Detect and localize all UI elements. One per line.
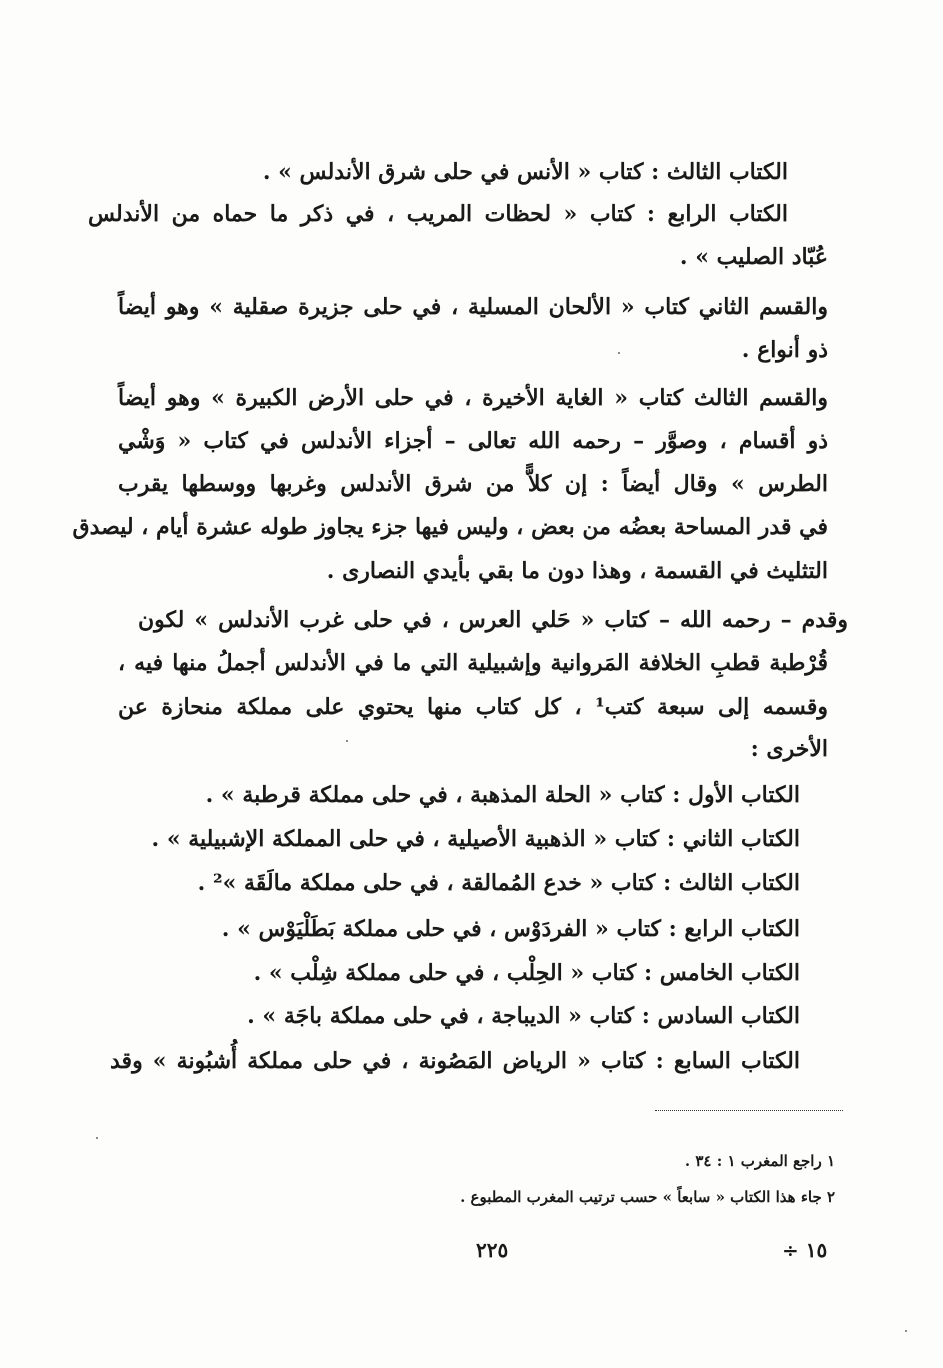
page-number: ٢٢٥ [476, 1238, 509, 1262]
text-line: الكتاب الرابع : كتاب « لحظات المريب ، في ذكر ما حماه من الأندلس [88, 201, 788, 227]
footnote-separator [655, 1110, 843, 1111]
scan-speck [905, 1330, 907, 1332]
footnote: ١ راجع المغرب ١ : ٣٤ . [684, 1152, 835, 1170]
scan-speck [618, 352, 620, 354]
text-line: في قدر المساحة بعضُه من بعض ، وليس فيها جزء يجاوز طوله عشرة أيام ، ليصدق [72, 514, 828, 540]
text-line: الكتاب الثاني : كتاب « الذهبية الأصيلية ، في حلى المملكة الإشبيلية » . [151, 826, 800, 852]
text-line: الكتاب الثالث : كتاب « خدع المُمالقة ، في حلى مملكة مالَقَة »² . [197, 870, 800, 896]
text-line: وقدم – رحمه الله – كتاب « حَلي العرس ، في حلى غرب الأندلس » لكون [138, 607, 848, 633]
text-line: الكتاب السادس : كتاب « الديباجة ، في حلى مملكة باجَة » . [247, 1003, 800, 1029]
scan-speck [96, 1137, 98, 1139]
text-line: ذو أقسام ، وصوَّر – رحمه الله تعالى – أجزاء الأندلس في كتاب « وَشْي [118, 428, 828, 454]
text-line: عُبّاد الصليب » . [679, 244, 828, 270]
footnote: ٢ جاء هذا الكتاب « سابعاً » حسب ترتيب المغرب المطبوع . [460, 1188, 835, 1206]
text-line: التثليث في القسمة ، وهذا دون ما بقي بأيدي النصارى . [326, 558, 828, 584]
text-line: الأخرى : [750, 736, 828, 762]
text-line: الكتاب الثالث : كتاب « الأنس في حلى شرق الأندلس » . [262, 159, 788, 185]
text-line: الكتاب الخامس : كتاب « الحِلْب ، في حلى مملكة شِلْب » . [253, 960, 800, 986]
signature-mark: ١٥ ÷ [782, 1238, 828, 1262]
text-line: والقسم الثاني كتاب « الألحان المسلية ، في حلى جزيرة صقلية » وهو أيضاً [118, 294, 828, 320]
text-line: والقسم الثالث كتاب « الغاية الأخيرة ، في حلى الأرض الكبيرة » وهو أيضاً [118, 385, 828, 411]
text-line: وقسمه إلى سبعة كتب¹ ، كل كتاب منها يحتوي على مملكة منحازة عن [118, 694, 829, 720]
text-line: الكتاب الأول : كتاب « الحلة المذهبة ، في حلى مملكة قرطبة » . [205, 782, 800, 808]
text-line: قُرْطبة قطبِ الخلافة المَروانية وإشبيلية التي ما في الأندلس أجملُ منها فيه ، [118, 650, 828, 676]
text-line: الكتاب الرابع : كتاب « الفردَوْس ، في حلى مملكة بَطَلْيَوْس » . [221, 916, 800, 942]
text-line: الكتاب السابع : كتاب « الرياض المَصُونة ، في حلى مملكة أُشبُونة » وقد [110, 1048, 800, 1074]
text-line: الطرس » وقال أيضاً : إن كلاًّ من شرق الأندلس وغربها ووسطها يقرب [118, 471, 828, 497]
scan-speck [346, 740, 348, 742]
text-line: ذو أنواع . [741, 337, 828, 363]
